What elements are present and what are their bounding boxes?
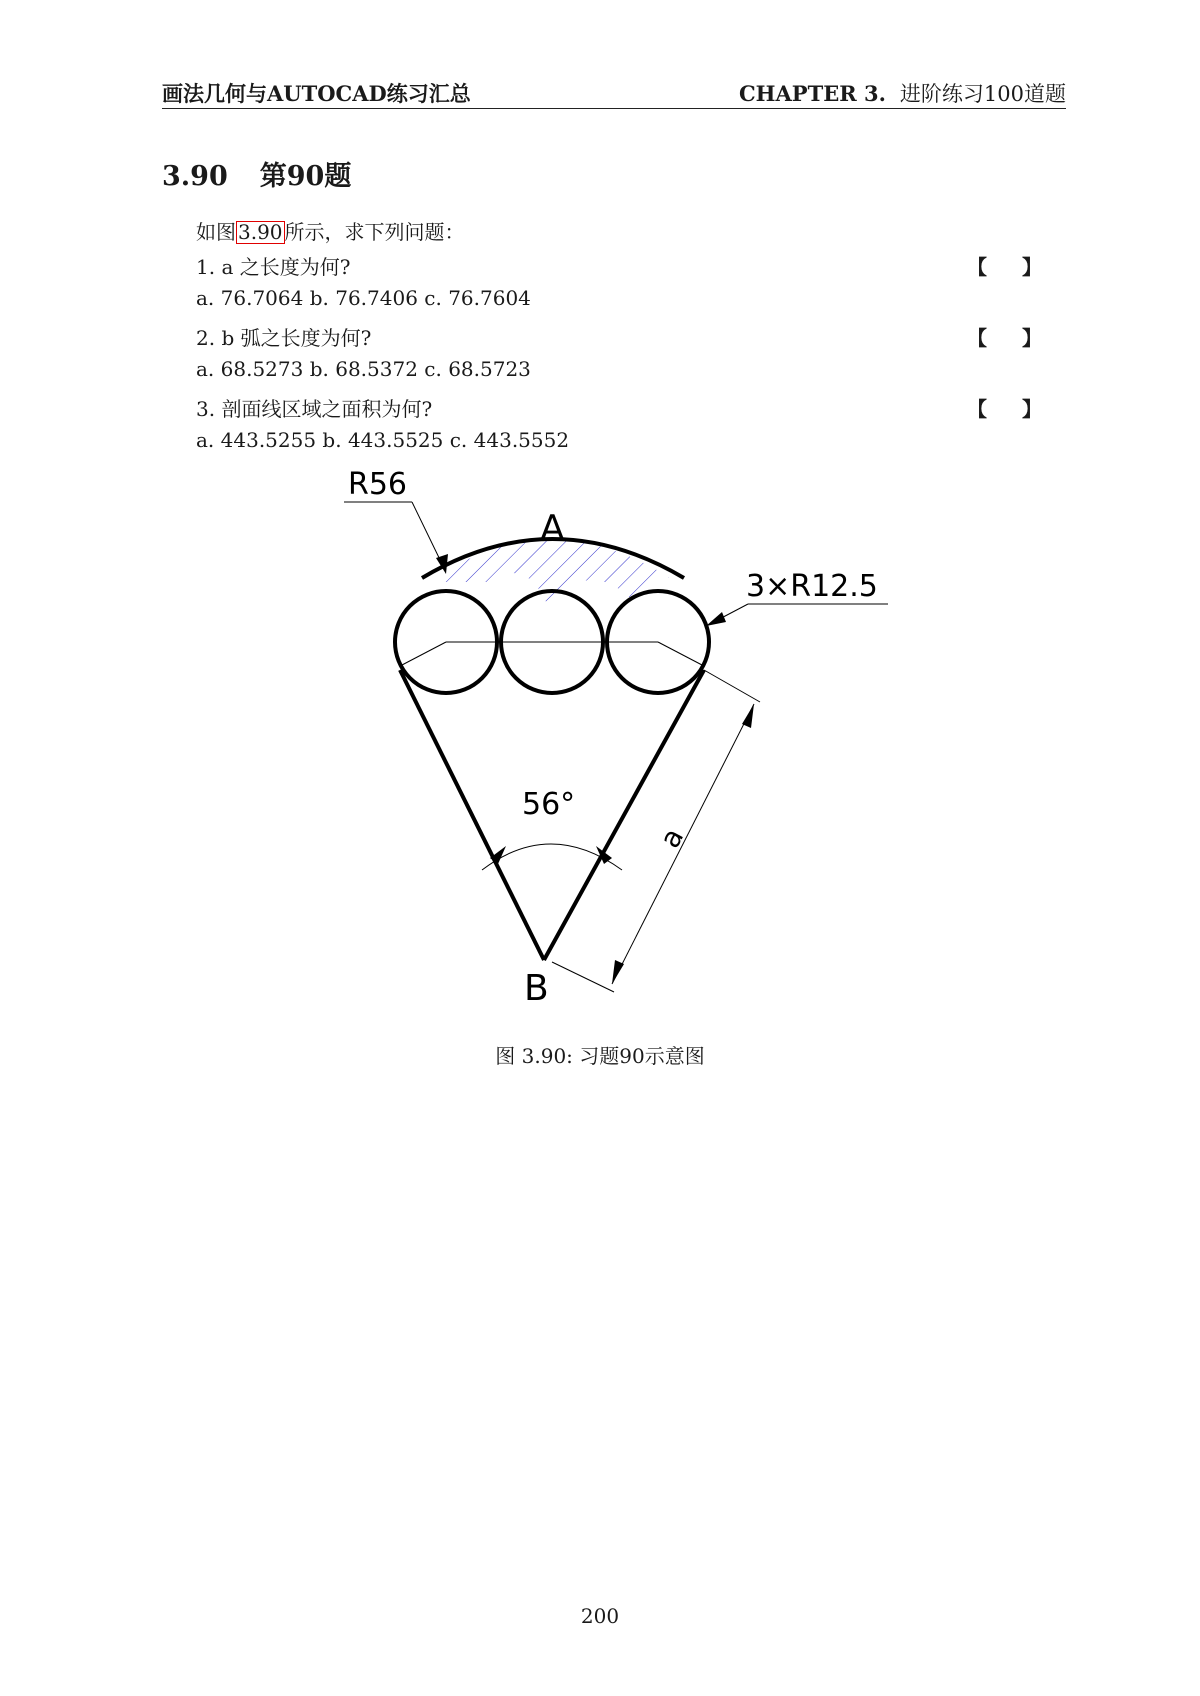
answer-bracket-1: 【 】 bbox=[967, 255, 1056, 279]
figure-caption: 图 3.90: 习题90示意图 bbox=[495, 1044, 705, 1068]
options-3: a. 443.5255 b. 443.5525 c. 443.5552 bbox=[196, 428, 570, 452]
label-circles: 3×R12.5 bbox=[746, 569, 878, 604]
section-name: 第90题 bbox=[259, 161, 352, 192]
question-2: 2. b 弧之长度为何? bbox=[196, 326, 372, 350]
book-title: 画法几何与AUTOCAD练习汇总 bbox=[162, 81, 471, 106]
answer-bracket-2: 【 】 bbox=[967, 326, 1056, 350]
circles-arrowhead bbox=[706, 612, 726, 626]
intro-prefix: 如图 bbox=[196, 220, 236, 244]
label-dimension-a: a bbox=[653, 822, 691, 854]
label-angle: 56° bbox=[522, 787, 576, 822]
question-1: 1. a 之长度为何? bbox=[196, 255, 351, 279]
intro-suffix: 所示，求下列问题： bbox=[284, 220, 465, 244]
dim-arrow-top bbox=[742, 704, 754, 728]
section-number: 3.90 bbox=[162, 161, 228, 192]
answer-bracket-3: 【 】 bbox=[967, 397, 1056, 421]
intro-line bbox=[196, 216, 465, 245]
chapter-label: CHAPTER 3. bbox=[738, 81, 886, 106]
dim-arrow-bottom bbox=[612, 960, 624, 984]
extension-line-top bbox=[704, 670, 760, 702]
figure-reference-link[interactable]: 3.90 bbox=[238, 220, 283, 244]
chapter-title: 进阶练习100道题 bbox=[899, 82, 1066, 106]
section-title bbox=[162, 154, 351, 193]
geometry-drawing bbox=[340, 470, 920, 1010]
extension-line-bottom bbox=[552, 962, 614, 992]
chapter-heading bbox=[739, 78, 1066, 108]
options-2: a. 68.5273 b. 68.5372 c. 68.5723 bbox=[196, 357, 531, 381]
options-1: a. 76.7064 b. 76.7406 c. 76.7604 bbox=[196, 286, 531, 310]
label-point-b: B bbox=[524, 968, 549, 1009]
construction-left bbox=[402, 642, 446, 665]
figure-3-90 bbox=[340, 470, 920, 1014]
construction-right bbox=[658, 642, 702, 665]
question-3: 3. 剖面线区域之面积为何? bbox=[196, 397, 433, 421]
label-point-a: A bbox=[540, 508, 565, 549]
page-header bbox=[162, 74, 1066, 109]
page-number: 200 bbox=[580, 1604, 620, 1628]
label-r56: R56 bbox=[348, 470, 408, 502]
